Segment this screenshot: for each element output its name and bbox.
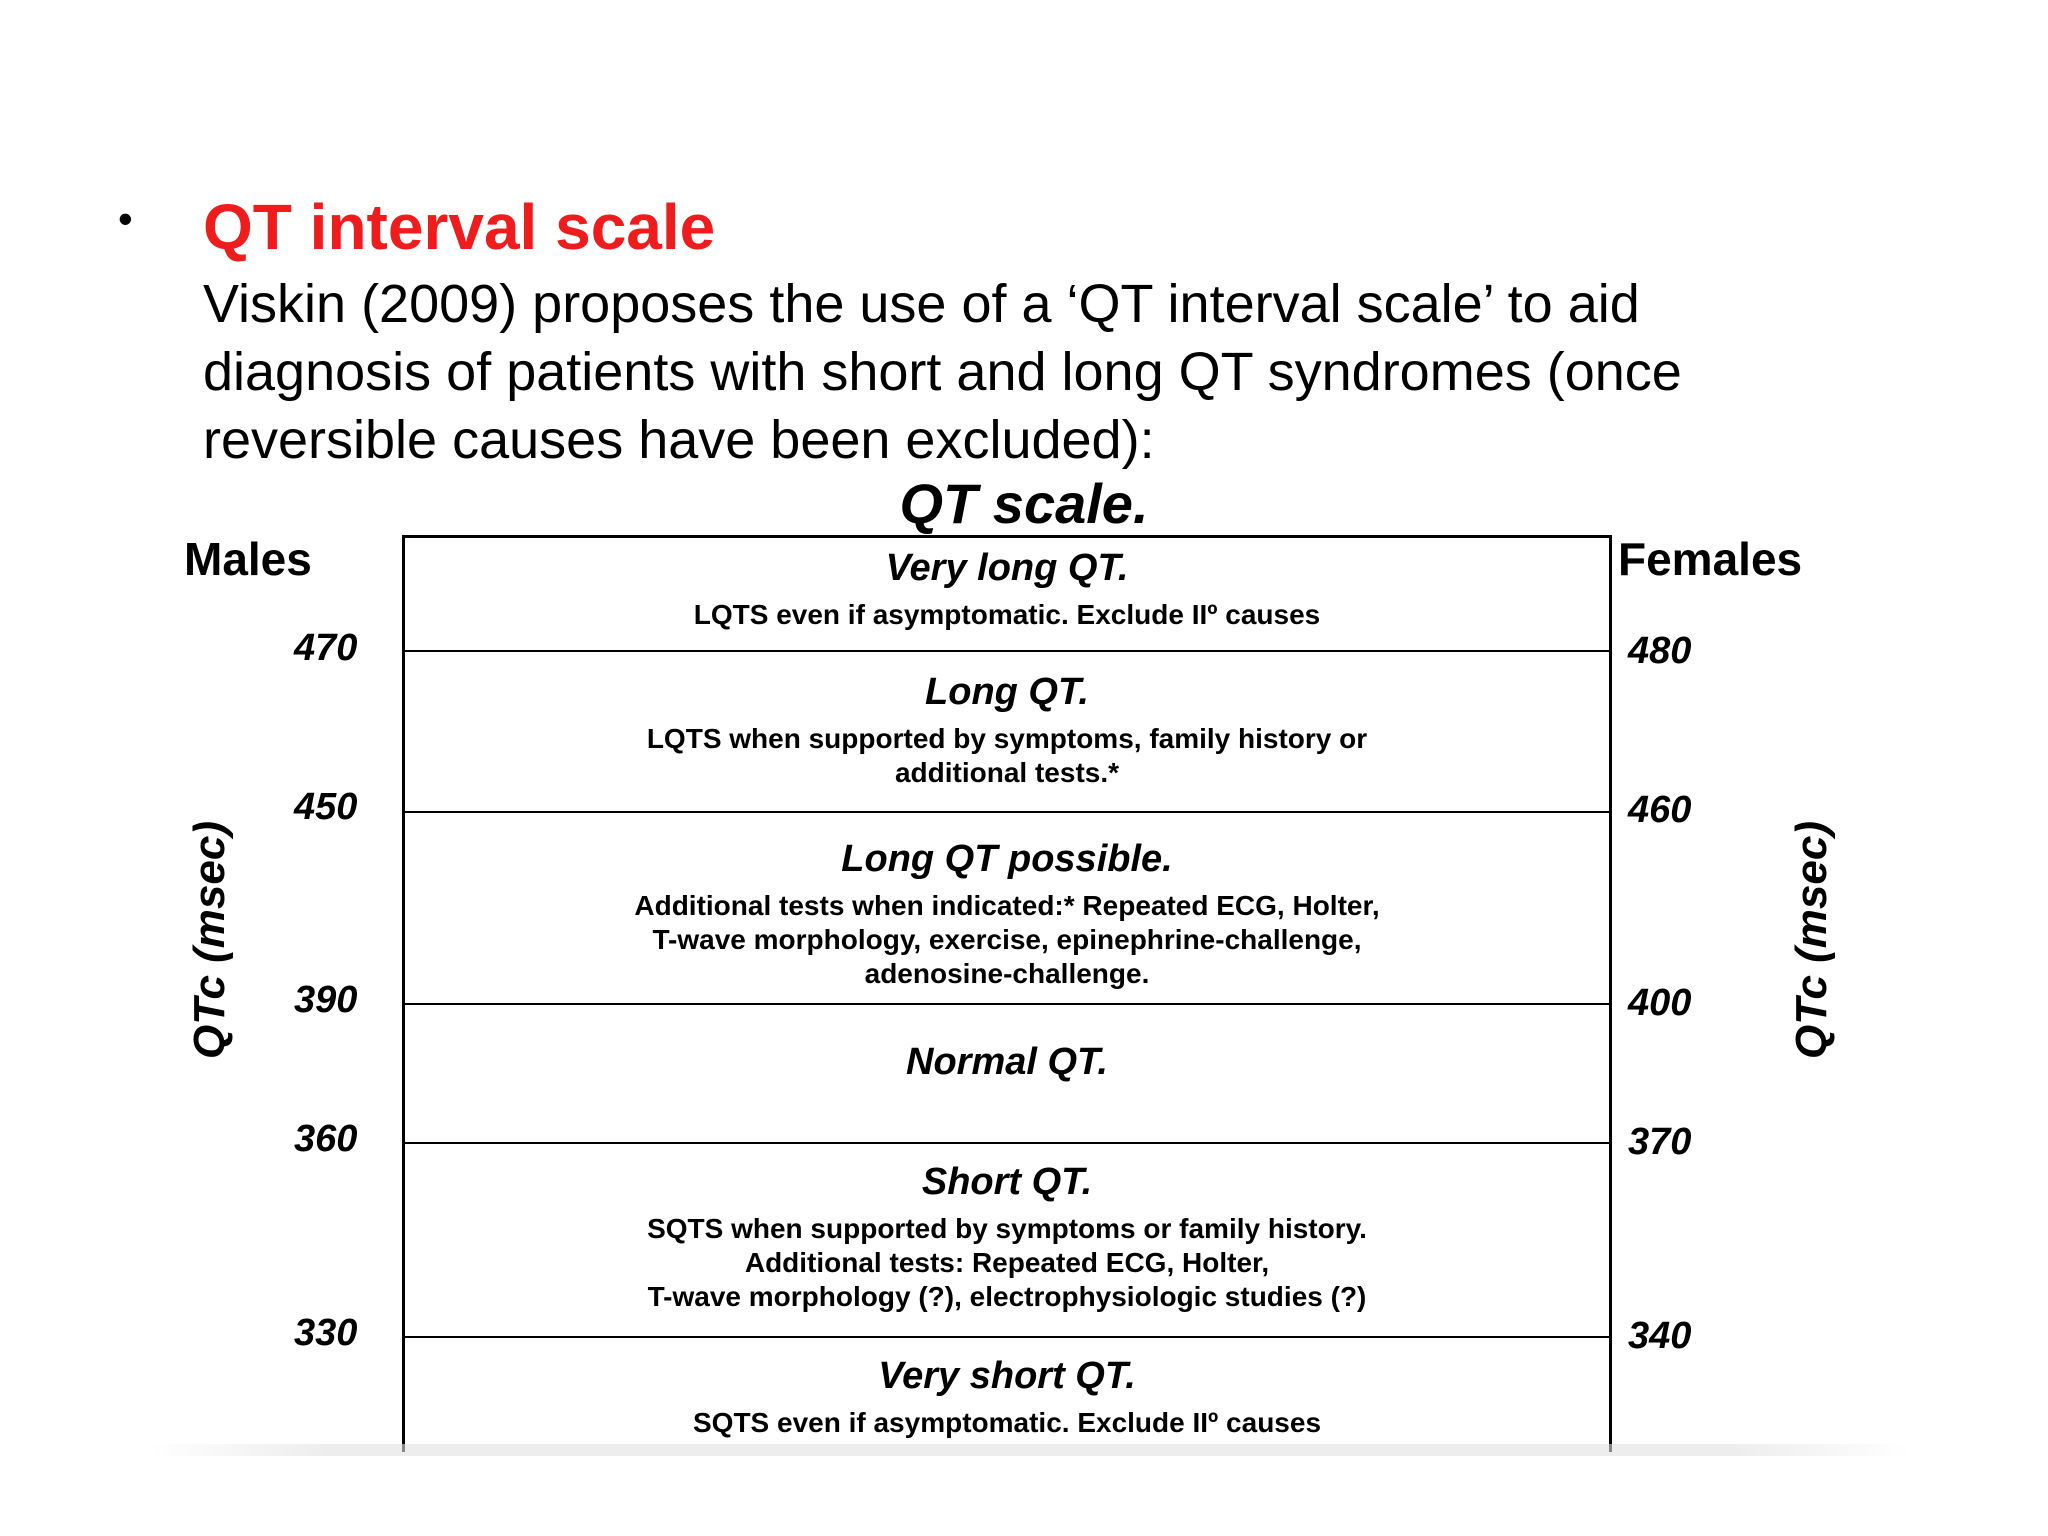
zone-very-short-qt [402,1354,1612,1440]
male-tick: 450 [294,786,358,828]
scale-title: QT scale. [899,472,1149,535]
intro-paragraph [203,270,1682,474]
bullet-marker: • [118,195,133,242]
zone-description-line: adenosine-challenge. [864,957,1150,989]
zone-title: Normal QT. [906,1041,1108,1083]
threshold-line [402,650,1609,652]
threshold-line [402,1336,1609,1338]
zone-description [402,1212,1612,1314]
female-tick: 400 [1628,982,1692,1024]
female-tick: 480 [1628,630,1692,672]
zone-description-line: T-wave morphology, exercise, epinephrine-challenge, [652,923,1362,955]
male-tick: 470 [294,627,358,669]
zone-description-line: T-wave morphology (?), electrophysiologic studies (?) [647,1280,1367,1312]
zone-title: Very long QT. [885,547,1129,589]
zone-long-qt-possible [402,837,1612,991]
left-axis-label: QTc (msec) [185,820,234,1060]
male-tick: 360 [294,1118,358,1160]
image-bottom-edge [150,1444,1910,1456]
right-axis-label: QTc (msec) [1787,820,1836,1060]
intro-line: reversible causes have been excluded): [203,410,1155,470]
males-label: Males [184,533,312,585]
slide-title: QT interval scale [203,191,716,263]
male-tick: 390 [294,979,358,1021]
zone-description-line: Additional tests: Repeated ECG, Holter, [744,1246,1270,1278]
zone-description-line: SQTS when supported by symptoms or family history. [647,1212,1367,1244]
zone-title: Short QT. [921,1161,1093,1203]
zone-description [402,598,1612,632]
threshold-line [402,811,1609,813]
zone-title: Long QT. [925,671,1089,713]
male-tick: 330 [294,1312,358,1354]
zone-title: Very short QT. [878,1355,1136,1397]
zone-description [402,1406,1612,1440]
zone-short-qt [402,1160,1612,1314]
zone-long-qt [402,670,1612,790]
females-label: Females [1618,533,1803,585]
female-tick: 370 [1628,1121,1692,1163]
zone-description [402,722,1612,790]
threshold-line [402,1003,1609,1005]
threshold-line [402,1142,1609,1144]
zone-description [402,889,1612,991]
zone-normal-qt [402,1040,1612,1086]
zone-title: Long QT possible. [841,838,1173,880]
intro-line: diagnosis of patients with short and long QT syndromes (once [203,342,1682,402]
female-tick: 460 [1628,789,1692,831]
intro-line: Viskin (2009) proposes the use of a ‘QT interval scale’ to aid [203,274,1640,334]
female-tick: 340 [1628,1315,1692,1357]
zone-description-line: additional tests.* [894,756,1120,788]
zone-description-line: SQTS even if asymptomatic. Exclude IIº causes [692,1406,1322,1438]
zone-very-long-qt [402,546,1612,632]
zone-description-line: LQTS even if asymptomatic. Exclude IIº causes [693,598,1321,630]
zone-description-line: LQTS when supported by symptoms, family history or [646,722,1368,754]
zone-description-line: Additional tests when indicated:* Repeated ECG, Holter, [634,889,1380,921]
